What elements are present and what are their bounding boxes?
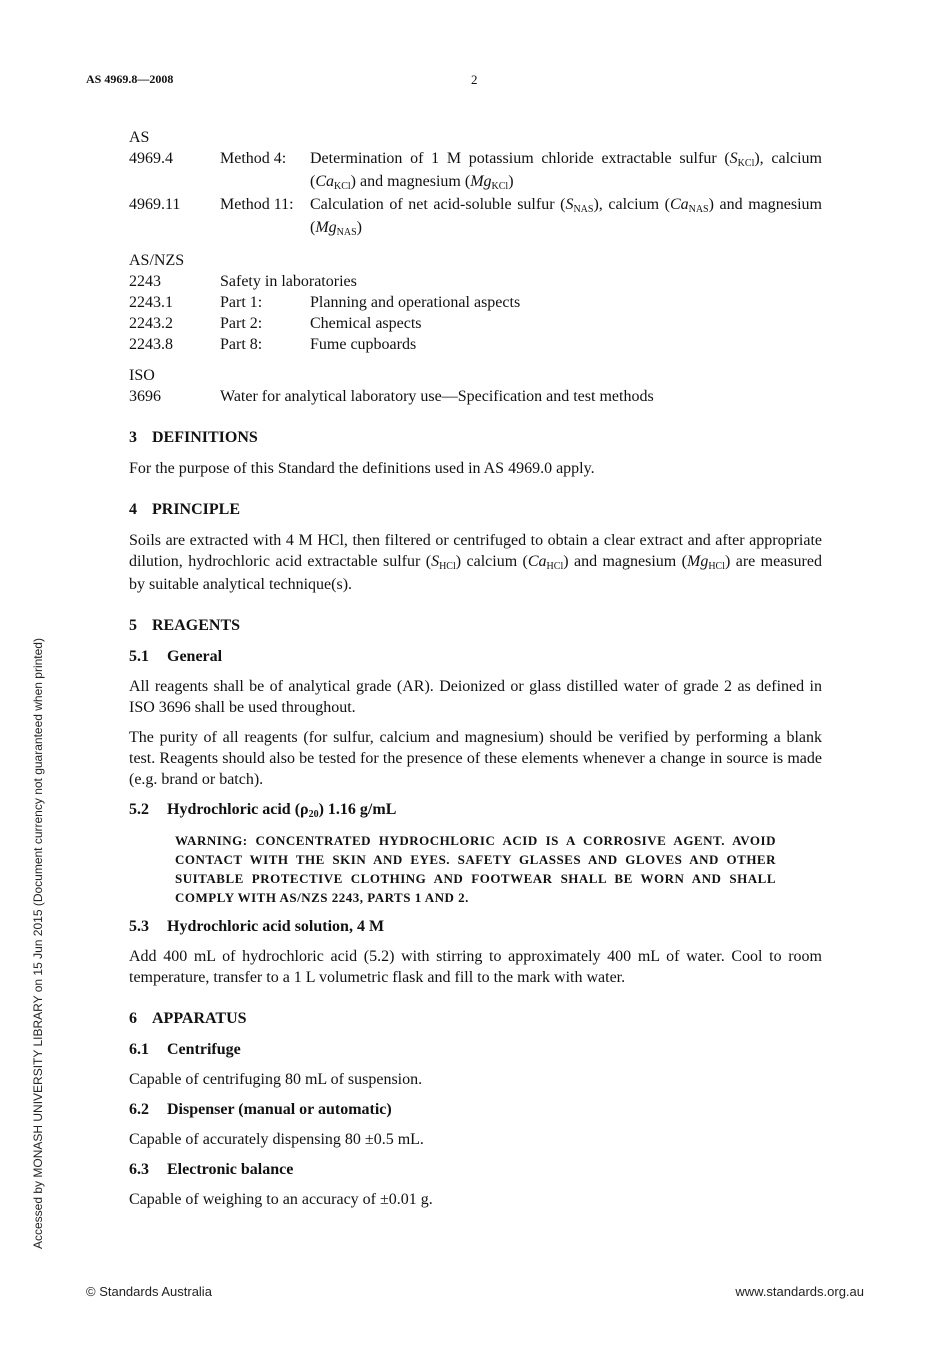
ref-number: 4969.4 [129,150,173,167]
footer-copyright: © Standards Australia [86,1284,212,1299]
section-heading-apparatus: 6 APPARATUS [129,1010,247,1027]
subsection-heading: 5.2 Hydrochloric acid (ρ20) 1.16 g/mL [129,801,397,820]
subsection-heading: 5.1 General [129,648,223,665]
ref-method: Method 11: [220,196,294,213]
ref-part: Part 2: [220,315,263,332]
subsection-heading: 6.3 Electronic balance [129,1161,294,1178]
sidebar-access-notice: Accessed by MONASH UNIVERSITY LIBRARY on 15 Jun 2015 (Document currency not guaranteed when printed) [31,638,45,1249]
ref-row [129,386,822,407]
ref-part: Part 1: [220,294,263,311]
ref-title: Chemical aspects [310,315,422,332]
section-heading-reagents: 5 REAGENTS [129,617,241,634]
ref-row [129,292,822,313]
warning-notice: WARNING: CONCENTRATED HYDROCHLORIC ACID IS A CORROSIVE AGENT. AVOID CONTACT WITH THE SKIN AND EYES. SAFETY GLASSES AND GLOVES AND OTHER SUITABLE PROTECTIVE CLOTHING AND FOOTWEAR SHALL BE WORN AND SHALL COMPLY WITH AS/NZS 2243, PARTS 1 AND 2. [175,833,776,905]
document-body [129,127,822,1219]
ref-title: Fume cupboards [310,336,417,353]
ref-number: 2243.2 [129,315,173,332]
ref-group-as [129,127,822,240]
paragraph: All reagents shall be of analytical grade (AR). Deionized or glass distilled water of grade 2 as defined in ISO 3696 shall be used throughout. [129,678,822,716]
section-heading-definitions: 3 DEFINITIONS [129,429,258,446]
ref-number: 3696 [129,388,161,405]
paragraph: The purity of all reagents (for sulfur, calcium and magnesium) should be verified by performing a blank test. Reagents should also be tested for the presence of these elements whenever a change in source is made (e.g. brand or batch). [129,729,822,788]
paragraph: Soils are extracted with 4 M HCl, then filtered or centrifuged to obtain a clear extract and after appropriate dilution, hydrochloric acid extractable sulfur (SHCl) calcium (CaHCl) and magnesium (MgHCl) are measured by suitable analytical technique(s). [129,532,822,593]
subsection-heading: 6.1 Centrifuge [129,1041,241,1058]
ref-row [129,148,822,194]
ref-title: Calculation of net acid-soluble sulfur (SNAS), calcium (CaNAS) and magnesium (MgNAS) [310,196,823,238]
ref-row [129,313,822,334]
paragraph: For the purpose of this Standard the definitions used in AS 4969.0 apply. [129,460,595,477]
ref-title: Water for analytical laboratory use—Specification and test methods [220,388,654,405]
ref-row [129,194,822,240]
ref-number: 2243.1 [129,294,173,311]
ref-group-iso [129,365,822,407]
header-page-number: 2 [471,72,478,87]
ref-group-label: ISO [129,367,155,384]
ref-part: Part 8: [220,336,263,353]
ref-number: 2243 [129,273,161,290]
ref-title: Determination of 1 M potassium chloride extractable sulfur (SKCl), calcium (CaKCl) and magnesium (MgKCl) [310,150,823,192]
footer-website: www.standards.org.au [735,1284,864,1299]
subsection-heading: 6.2 Dispenser (manual or automatic) [129,1101,392,1118]
ref-title: Safety in laboratories [220,273,357,290]
ref-group-label: AS [129,129,150,146]
paragraph: Capable of centrifuging 80 mL of suspension. [129,1071,423,1088]
subsection-heading: 5.3 Hydrochloric acid solution, 4 M [129,918,385,935]
ref-row [129,271,822,292]
ref-title: Planning and operational aspects [310,294,521,311]
ref-group-label: AS/NZS [129,252,185,269]
ref-number: 4969.11 [129,196,181,213]
paragraph: Capable of weighing to an accuracy of ±0.01 g. [129,1191,433,1208]
section-heading-principle: 4 PRINCIPLE [129,501,241,518]
ref-number: 2243.8 [129,336,173,353]
ref-row [129,334,822,355]
ref-method: Method 4: [220,150,287,167]
header-standard-code: AS 4969.8—2008 [86,72,174,86]
paragraph: Add 400 mL of hydrochloric acid (5.2) with stirring to approximately 400 mL of water. Cool to room temperature, transfer to a 1 L volumetric flask and fill to the mark with water. [129,948,822,986]
ref-group-asnzs [129,250,822,355]
paragraph: Capable of accurately dispensing 80 ±0.5 mL. [129,1131,424,1148]
